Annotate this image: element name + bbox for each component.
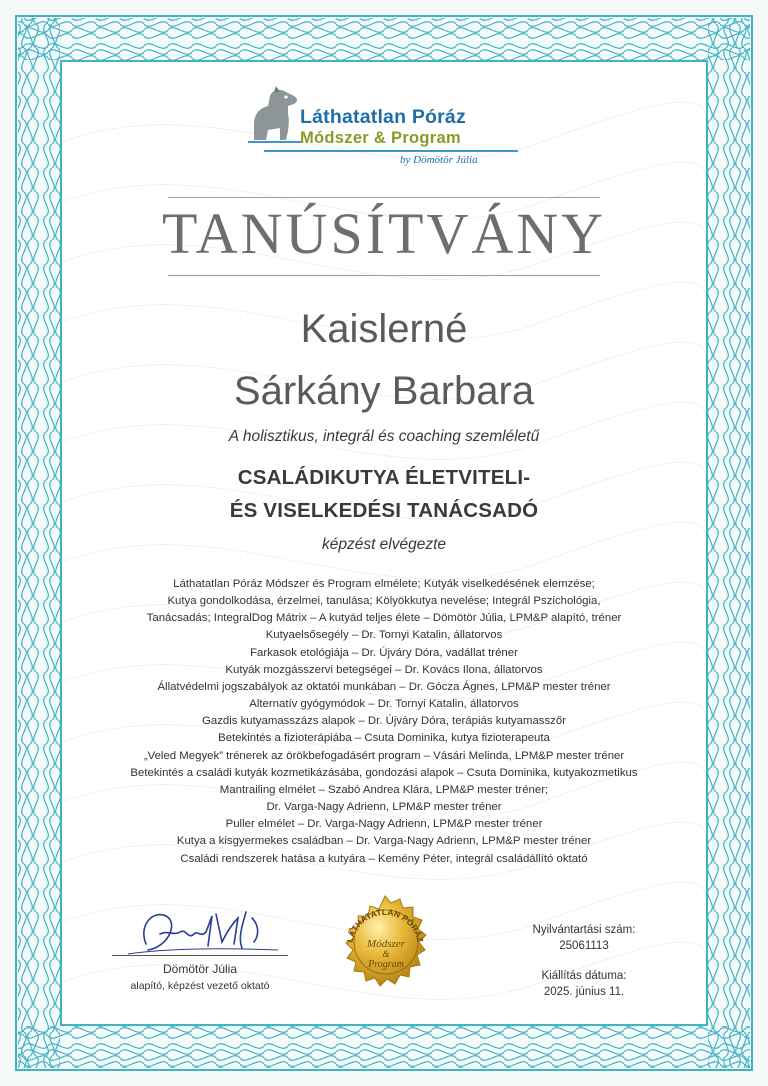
module-line: Láthatatlan Póráz Módszer és Program elmélete; Kutyák viselkedésének elemzése; [173,578,595,590]
module-line: Állatvédelmi jogszabályok az oktatói munkában – Dr. Gócza Ágnes, LPM&P mester tréner [157,680,611,693]
recipient-name-line2: Sárkány Barbara [233,369,535,413]
course-title-line1: CSALÁDIKUTYA ÉLETVITELI- [237,466,531,489]
gold-seal-icon [330,892,440,1002]
module-line: „Veled Megyek” trénerek az örökbefogadásért program – Vásári Melinda, LPM&P mester tréner [143,749,625,762]
signer-name: Dömötör Júlia [162,962,238,976]
module-line: Tanácsadás; IntegralDog Mátrix – A kutyád teljes élete – Dömötör Júlia, LPM&P alapító, tréner [146,612,622,625]
course-descriptor: A holisztikus, integrál és coaching szemléletű [228,428,540,445]
module-line: Betekintés a fizioterápiába – Csuta Dominika, kutya fizioterapeuta [218,732,550,745]
registration-label: Nyilvántartási szám: [532,924,636,936]
registration-number: 25061113 [559,940,609,952]
seal-text-amp: & [382,949,390,959]
module-line: Alternatív gyógymódok – Dr. Tornyi Katalin, állatorvos [249,698,519,711]
seal-text-mid: Módszer [367,938,405,950]
module-line: Farkasok etológiája – Dr. Újváry Dóra, vadállat tréner [250,646,518,659]
recipient-name-line1: Kaislerné [300,307,468,351]
module-line: Családi rendszerek hatása a kutyára – Kemény Péter, integrál családállító oktató [180,852,588,865]
seal-text-bottom: Program [368,959,404,970]
issue-date: 2025. június 11. [543,986,625,998]
module-list [84,576,684,868]
seal-text-top: LÁTHATATLAN PÓRÁZ [344,906,426,944]
issue-date-label: Kiállítás dátuma: [541,970,627,982]
dog-logo-icon [246,84,306,150]
course-title-line2: ÉS VISELKEDÉSI TANÁCSADÓ [229,499,539,522]
module-line: Mantrailing elmélet – Szabó Andrea Klára, LPM&P mester tréner; [219,783,549,796]
module-line: Kutya a kisgyermekes családban – Dr. Varga-Nagy Adrienn, LPM&P mester tréner [176,835,592,848]
program-logo [246,84,526,176]
module-line: Gazdis kutyamasszázs alapok – Dr. Újváry Dóra, terápiás kutyamasszőr [202,715,566,728]
signer-role: alapító, képzést vezető oktató [130,980,270,992]
module-line: Betekintés a családi kutyák kozmetikázásába, gondozási alapok – Csuta Dominika, kutyakozmetikus [130,766,638,779]
signature-line [112,955,288,956]
signature-icon [108,904,288,960]
completion-text: képzést elvégezte [321,536,447,553]
title-rule-top [168,197,600,198]
module-line: Kutyák mozgásszervi betegségei – Dr. Kovács Ilona, állatorvos [225,663,543,676]
certificate-title: TANÚSÍTVÁNY [162,201,606,266]
logo-byline: by Dömötör Júlia [400,154,478,166]
logo-title: Láthatatlan Póráz [300,106,466,128]
module-line: Puller elmélet – Dr. Varga-Nagy Adrienn, LPM&P mester tréner [225,818,543,831]
module-line: Kutya gondolkodása, érzelmei, tanulása; Kölyökkutya nevelése; Integrál Pszichológia, [167,595,601,608]
logo-subtitle: Módszer & Program [300,129,461,147]
title-rule-bottom [168,275,600,276]
module-line: Kutyaelsősegély – Dr. Tornyi Katalin, állatorvos [265,629,503,642]
module-line: Dr. Varga-Nagy Adrienn, LPM&P mester tréner [266,801,502,814]
logo-divider [264,150,518,152]
